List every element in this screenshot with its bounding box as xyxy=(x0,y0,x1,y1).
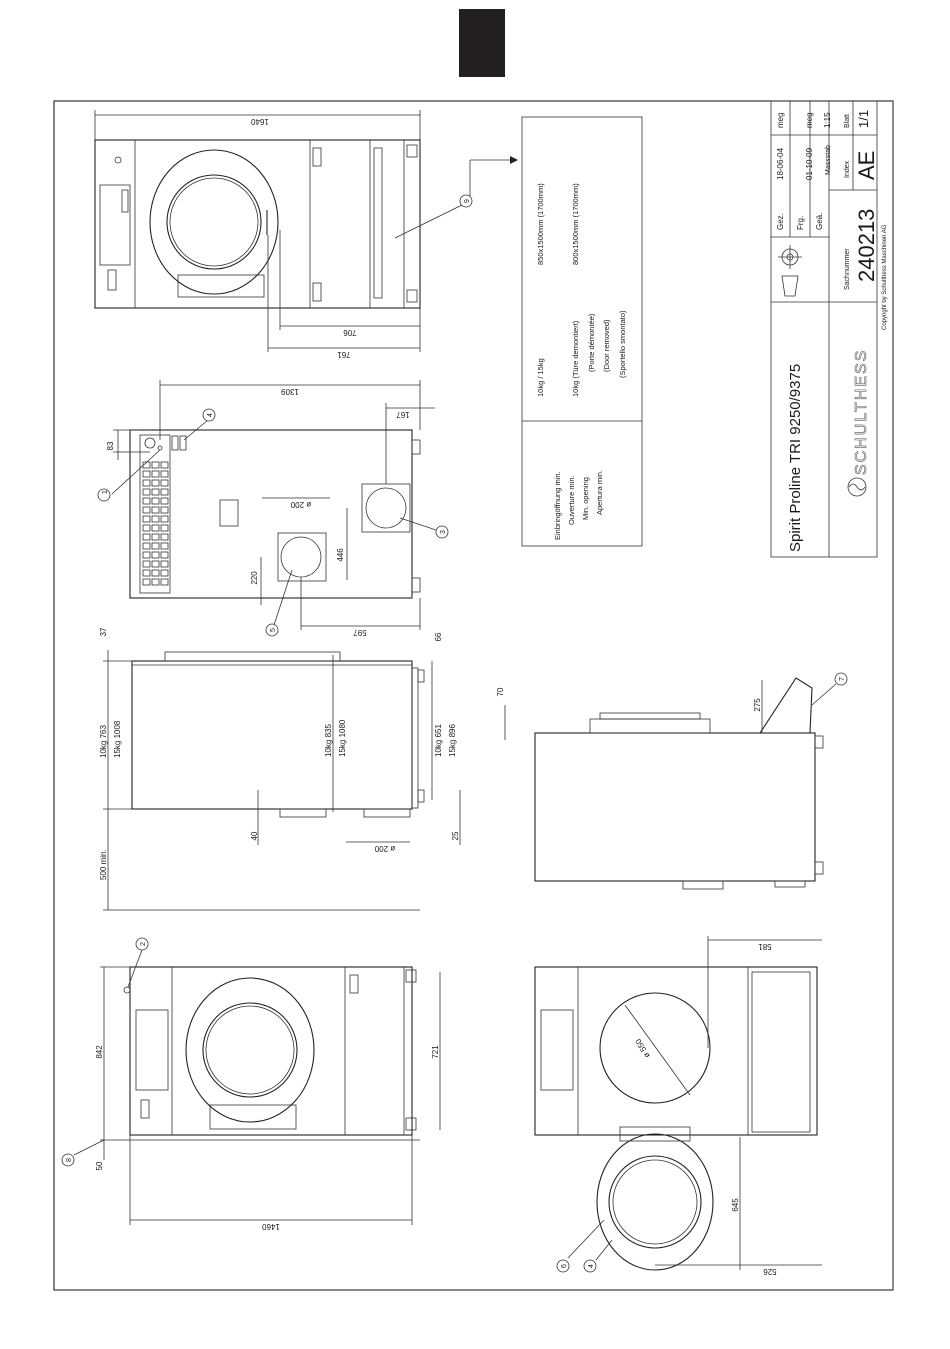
row2-size: 800x1500mm (1700mm) xyxy=(571,183,580,265)
opening-label-en: Min. opening xyxy=(581,477,590,520)
vent-slot xyxy=(161,498,168,504)
vent-slot xyxy=(143,561,150,567)
vent-slot xyxy=(143,552,150,558)
dim-66: 66 xyxy=(434,632,443,642)
callout-5-label: 5 xyxy=(270,628,277,632)
callout-9 xyxy=(395,156,518,238)
row2-note-fr: (Porte démontée) xyxy=(587,313,596,372)
vent-slot xyxy=(152,543,159,549)
projection-symbol-icon xyxy=(778,245,802,296)
row2-note-en: (Door removed) xyxy=(602,319,611,372)
sheet-value: 1/1 xyxy=(856,109,871,128)
callout-4-rear xyxy=(184,409,215,440)
gez-label: Gez. xyxy=(776,213,785,230)
gez-by: meg xyxy=(776,112,785,128)
vent-slot xyxy=(152,579,159,585)
dim-37: 37 xyxy=(99,627,108,637)
view-front-bottom xyxy=(124,967,416,1135)
opening-label-de: Einbringöffnung min. xyxy=(553,471,562,540)
sachnummer-label: Sachnummer xyxy=(844,248,851,290)
vent-slot xyxy=(143,570,150,576)
callout-4b-label: 4 xyxy=(588,1264,595,1268)
dim-15kg-1008: 15kg 1008 xyxy=(113,720,122,758)
vent-slot xyxy=(152,534,159,540)
header-tab xyxy=(459,9,505,77)
vent-slot xyxy=(161,462,168,468)
dim-706: 706 xyxy=(343,328,357,337)
vent-slot xyxy=(161,516,168,522)
door-glass xyxy=(167,175,261,269)
view-rear xyxy=(130,430,420,598)
dim-526: 526 xyxy=(763,1267,777,1276)
title-block xyxy=(771,101,888,557)
massstab-label: Massstab xyxy=(825,145,832,175)
vent-slot xyxy=(143,543,150,549)
dim-10kg-835: 10kg 835 xyxy=(324,724,333,757)
callout-3 xyxy=(400,518,448,538)
vent-slot xyxy=(161,525,168,531)
dim-220: 220 xyxy=(250,571,259,585)
part-number: 240213 xyxy=(854,208,879,282)
index-value: AE xyxy=(854,150,879,180)
vent-slot xyxy=(143,507,150,513)
dim-15kg-1080: 15kg 1080 xyxy=(338,719,347,757)
dim-645: 645 xyxy=(731,1198,740,1212)
dims-open-door-side xyxy=(496,680,762,740)
vent-slot xyxy=(152,570,159,576)
rear-vent-grille xyxy=(143,462,168,585)
view-side xyxy=(132,652,424,817)
vent-slot xyxy=(161,507,168,513)
schulthess-logo xyxy=(848,478,866,496)
dim-25: 25 xyxy=(451,831,460,841)
vent-slot xyxy=(143,525,150,531)
dim-581: 581 xyxy=(758,942,772,951)
callout-7 xyxy=(812,673,847,705)
dim-597: 597 xyxy=(353,628,367,637)
view-front-top xyxy=(95,140,420,308)
vent-slot xyxy=(152,489,159,495)
callout-6-label: 6 xyxy=(561,1264,568,1268)
dim-10kg-651: 10kg 651 xyxy=(434,724,443,757)
dims-open-door-front xyxy=(655,936,822,1276)
vent-slot xyxy=(152,471,159,477)
vent-slot xyxy=(161,579,168,585)
brand-name: SCHULTHESS xyxy=(853,348,870,475)
dim-40: 40 xyxy=(250,831,259,841)
row2-note-it: (Sportello smontato) xyxy=(618,310,627,378)
callout-7-label: 7 xyxy=(839,677,846,681)
dim-761: 761 xyxy=(337,350,351,359)
row2-weight: 10kg (Türe demontiert) xyxy=(571,320,580,397)
gea-label: Geä. xyxy=(815,212,824,230)
dim-70: 70 xyxy=(496,687,505,697)
dim-721: 721 xyxy=(431,1045,440,1059)
dims-front-top xyxy=(95,110,420,359)
vent-slot xyxy=(152,525,159,531)
callout-8-label: 8 xyxy=(66,1158,73,1162)
dim-500min: 500 min. xyxy=(99,849,108,880)
frg-date: 01-10-09 xyxy=(805,147,814,180)
dim-dia550: ø 550 xyxy=(633,1037,652,1060)
frg-by: meg xyxy=(805,112,814,128)
vent-slot xyxy=(143,534,150,540)
dim-83: 83 xyxy=(106,441,115,451)
dim-50: 50 xyxy=(95,1161,104,1171)
callout-1-label: 1 xyxy=(102,490,109,494)
drawing-frame xyxy=(54,101,893,1290)
row1-size: 850x1500mm (1700mm) xyxy=(536,183,545,265)
dim-dia200-rear: ø 200 xyxy=(290,500,312,509)
callout-2-label: 2 xyxy=(140,942,147,946)
vent-slot xyxy=(161,489,168,495)
opening-table xyxy=(522,117,642,546)
callout-4-door xyxy=(584,1240,612,1272)
vent-slot xyxy=(143,480,150,486)
dim-275: 275 xyxy=(753,698,762,712)
dim-15kg-896: 15kg 896 xyxy=(448,724,457,757)
vent-slot xyxy=(152,561,159,567)
copyright-text: Copyright by Schulthess Maschinen AG xyxy=(882,224,888,330)
vent-slot xyxy=(143,579,150,585)
callout-1 xyxy=(98,450,160,501)
vent-slot xyxy=(161,480,168,486)
gez-date: 18-06-04 xyxy=(776,147,785,180)
vent-slot xyxy=(161,561,168,567)
vent-slot xyxy=(161,552,168,558)
dim-167: 167 xyxy=(396,410,410,419)
dim-10kg-763: 10kg 763 xyxy=(99,725,108,758)
vent-slot xyxy=(143,471,150,477)
vent-slot xyxy=(152,507,159,513)
vent-slot xyxy=(161,471,168,477)
callout-6 xyxy=(557,1220,604,1272)
callout-9-label: 9 xyxy=(464,199,471,203)
vent-slot xyxy=(161,534,168,540)
vent-slot xyxy=(152,462,159,468)
index-label: Index xyxy=(844,160,851,178)
view-open-door-side xyxy=(535,678,823,889)
dim-1460: 1460 xyxy=(262,1222,280,1231)
callout-2 xyxy=(128,938,148,987)
view-open-door-front xyxy=(535,967,817,1270)
vent-slot xyxy=(152,552,159,558)
dim-446: 446 xyxy=(336,548,345,562)
dim-1309: 1309 xyxy=(281,387,299,396)
callout-5 xyxy=(266,570,292,636)
open-door-ring xyxy=(597,1134,713,1270)
blatt-label: Blatt xyxy=(844,113,851,128)
dim-1640: 1640 xyxy=(251,117,269,126)
vent-slot xyxy=(152,480,159,486)
dim-842: 842 xyxy=(95,1045,104,1059)
vent-slot xyxy=(152,516,159,522)
door-ring-bottom xyxy=(186,978,314,1122)
frg-label: Frg. xyxy=(796,215,805,230)
drawing-title: Spirit Proline TRI 9250/9375 xyxy=(787,363,804,552)
vent-slot xyxy=(161,543,168,549)
row1-weight: 10kg / 15kg xyxy=(536,358,545,397)
callout-4-label: 4 xyxy=(207,413,214,417)
dims-side xyxy=(99,627,460,910)
vent-slot xyxy=(143,516,150,522)
opening-label-it: Apertura min. xyxy=(595,469,604,515)
door-glass-bottom xyxy=(203,1003,297,1097)
callout-3-label: 3 xyxy=(440,530,447,534)
dim-dia200-side: ø 200 xyxy=(374,844,396,853)
vent-slot xyxy=(161,570,168,576)
vent-slot xyxy=(143,498,150,504)
opening-label-fr: Ouverture min. xyxy=(567,475,576,525)
scale-value: 1:15 xyxy=(823,112,832,128)
vent-slot xyxy=(152,498,159,504)
vent-slot xyxy=(143,489,150,495)
door-ring xyxy=(150,150,278,294)
